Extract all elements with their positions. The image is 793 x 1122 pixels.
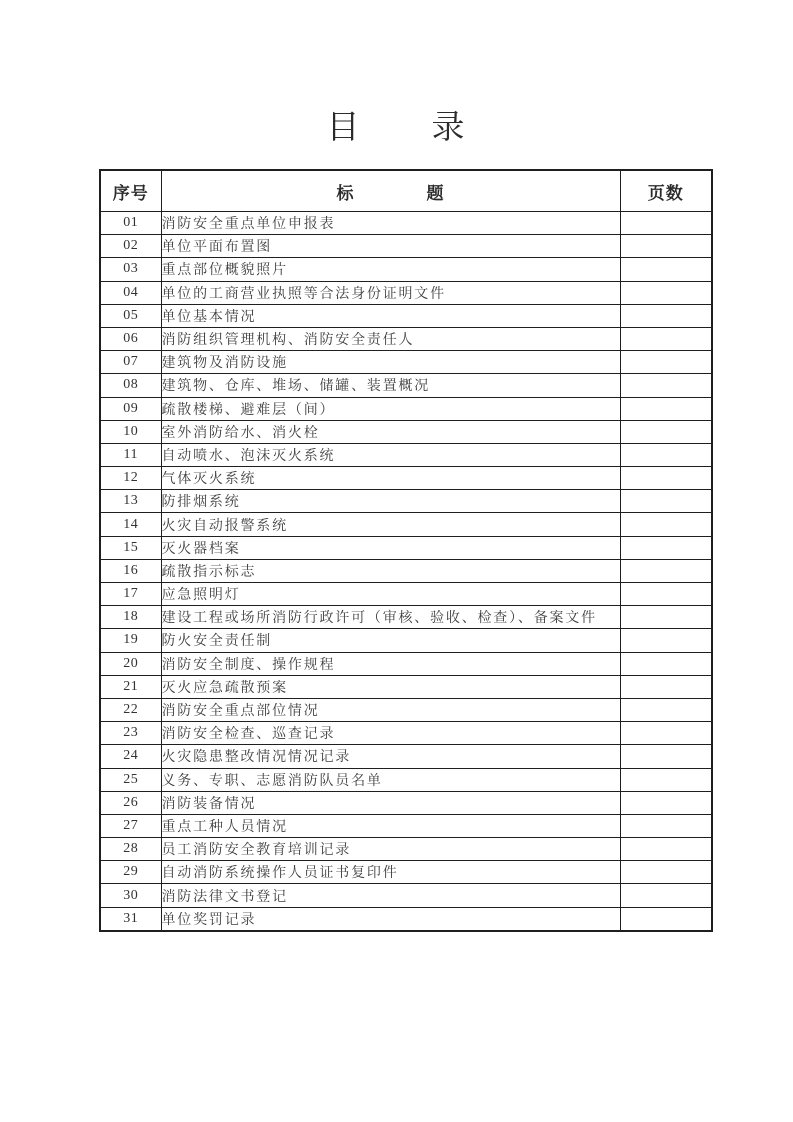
table-row bbox=[100, 652, 712, 675]
row-title: 员工消防安全教育培训记录 bbox=[161, 838, 620, 861]
row-number: 29 bbox=[100, 861, 161, 884]
row-pages bbox=[620, 791, 712, 814]
row-number: 28 bbox=[100, 838, 161, 861]
row-title: 单位平面布置图 bbox=[161, 235, 620, 258]
row-pages bbox=[620, 652, 712, 675]
row-title: 灭火应急疏散预案 bbox=[161, 675, 620, 698]
row-number: 26 bbox=[100, 791, 161, 814]
table-row bbox=[100, 838, 712, 861]
table-row bbox=[100, 559, 712, 582]
row-title: 自动消防系统操作人员证书复印件 bbox=[161, 861, 620, 884]
table-row bbox=[100, 443, 712, 466]
row-title: 单位的工商营业执照等合法身份证明文件 bbox=[161, 281, 620, 304]
row-number: 08 bbox=[100, 374, 161, 397]
row-pages bbox=[620, 397, 712, 420]
row-number: 19 bbox=[100, 629, 161, 652]
row-pages bbox=[620, 235, 712, 258]
table-row bbox=[100, 258, 712, 281]
row-number: 04 bbox=[100, 281, 161, 304]
row-pages bbox=[620, 281, 712, 304]
table-row bbox=[100, 235, 712, 258]
row-pages bbox=[620, 745, 712, 768]
table-row bbox=[100, 420, 712, 443]
row-title: 建设工程或场所消防行政许可（审核、验收、检查）、备案文件 bbox=[161, 606, 620, 629]
toc-table bbox=[99, 169, 713, 932]
table-row bbox=[100, 397, 712, 420]
table-row bbox=[100, 467, 712, 490]
row-number: 01 bbox=[100, 212, 161, 235]
row-title: 消防安全重点单位申报表 bbox=[161, 212, 620, 235]
table-row bbox=[100, 327, 712, 350]
table-row bbox=[100, 583, 712, 606]
row-title: 灭火器档案 bbox=[161, 536, 620, 559]
row-number: 22 bbox=[100, 698, 161, 721]
table-row bbox=[100, 281, 712, 304]
row-title: 消防法律文书登记 bbox=[161, 884, 620, 907]
row-title: 单位基本情况 bbox=[161, 304, 620, 327]
row-title: 室外消防给水、消火栓 bbox=[161, 420, 620, 443]
row-number: 24 bbox=[100, 745, 161, 768]
row-pages bbox=[620, 768, 712, 791]
row-pages bbox=[620, 884, 712, 907]
row-title: 自动喷水、泡沫灭火系统 bbox=[161, 443, 620, 466]
row-pages bbox=[620, 420, 712, 443]
table-row bbox=[100, 722, 712, 745]
row-pages bbox=[620, 698, 712, 721]
row-pages bbox=[620, 212, 712, 235]
row-pages bbox=[620, 559, 712, 582]
row-title: 义务、专职、志愿消防队员名单 bbox=[161, 768, 620, 791]
header-pages: 页数 bbox=[620, 170, 712, 212]
row-title: 疏散楼梯、避难层（间） bbox=[161, 397, 620, 420]
row-pages bbox=[620, 629, 712, 652]
row-pages bbox=[620, 606, 712, 629]
row-number: 17 bbox=[100, 583, 161, 606]
row-pages bbox=[620, 351, 712, 374]
row-title: 消防组织管理机构、消防安全责任人 bbox=[161, 327, 620, 350]
table-row bbox=[100, 212, 712, 235]
table-row bbox=[100, 304, 712, 327]
row-number: 14 bbox=[100, 513, 161, 536]
row-title: 应急照明灯 bbox=[161, 583, 620, 606]
row-pages bbox=[620, 722, 712, 745]
row-number: 18 bbox=[100, 606, 161, 629]
row-number: 16 bbox=[100, 559, 161, 582]
row-number: 05 bbox=[100, 304, 161, 327]
row-number: 11 bbox=[100, 443, 161, 466]
row-pages bbox=[620, 490, 712, 513]
row-title: 火灾隐患整改情况情况记录 bbox=[161, 745, 620, 768]
table-row bbox=[100, 768, 712, 791]
row-number: 03 bbox=[100, 258, 161, 281]
header-no: 序号 bbox=[100, 170, 161, 212]
row-pages bbox=[620, 304, 712, 327]
row-pages bbox=[620, 374, 712, 397]
table-row bbox=[100, 791, 712, 814]
table-row bbox=[100, 698, 712, 721]
row-title: 建筑物、仓库、堆场、储罐、装置概况 bbox=[161, 374, 620, 397]
row-pages bbox=[620, 443, 712, 466]
row-title: 防火安全责任制 bbox=[161, 629, 620, 652]
header-title: 标 题 bbox=[161, 170, 620, 212]
row-number: 02 bbox=[100, 235, 161, 258]
table-row bbox=[100, 490, 712, 513]
table-row bbox=[100, 814, 712, 837]
table-row bbox=[100, 536, 712, 559]
row-number: 09 bbox=[100, 397, 161, 420]
row-title: 建筑物及消防设施 bbox=[161, 351, 620, 374]
row-number: 10 bbox=[100, 420, 161, 443]
row-pages bbox=[620, 467, 712, 490]
table-row bbox=[100, 884, 712, 907]
table-row bbox=[100, 861, 712, 884]
row-number: 06 bbox=[100, 327, 161, 350]
row-title: 消防安全重点部位情况 bbox=[161, 698, 620, 721]
row-number: 07 bbox=[100, 351, 161, 374]
row-pages bbox=[620, 536, 712, 559]
row-pages bbox=[620, 258, 712, 281]
row-number: 31 bbox=[100, 907, 161, 931]
row-title: 消防装备情况 bbox=[161, 791, 620, 814]
row-number: 21 bbox=[100, 675, 161, 698]
row-pages bbox=[620, 513, 712, 536]
row-pages bbox=[620, 583, 712, 606]
toc-body bbox=[100, 212, 712, 931]
row-number: 12 bbox=[100, 467, 161, 490]
row-title: 单位奖罚记录 bbox=[161, 907, 620, 931]
row-pages bbox=[620, 838, 712, 861]
row-number: 30 bbox=[100, 884, 161, 907]
table-row bbox=[100, 351, 712, 374]
row-number: 23 bbox=[100, 722, 161, 745]
row-title: 重点工种人员情况 bbox=[161, 814, 620, 837]
table-row bbox=[100, 745, 712, 768]
table-row bbox=[100, 513, 712, 536]
row-number: 13 bbox=[100, 490, 161, 513]
table-row bbox=[100, 629, 712, 652]
row-pages bbox=[620, 814, 712, 837]
row-number: 15 bbox=[100, 536, 161, 559]
table-row bbox=[100, 606, 712, 629]
page-title: 目 录 bbox=[326, 110, 467, 146]
toc-header bbox=[100, 170, 712, 212]
table-row bbox=[100, 374, 712, 397]
table-row bbox=[100, 907, 712, 931]
header-row bbox=[100, 170, 712, 212]
table-row bbox=[100, 675, 712, 698]
row-title: 消防安全制度、操作规程 bbox=[161, 652, 620, 675]
row-title: 防排烟系统 bbox=[161, 490, 620, 513]
row-title: 消防安全检查、巡查记录 bbox=[161, 722, 620, 745]
row-title: 火灾自动报警系统 bbox=[161, 513, 620, 536]
row-title: 气体灭火系统 bbox=[161, 467, 620, 490]
row-pages bbox=[620, 327, 712, 350]
row-number: 27 bbox=[100, 814, 161, 837]
row-pages bbox=[620, 861, 712, 884]
row-title: 重点部位概貌照片 bbox=[161, 258, 620, 281]
row-pages bbox=[620, 907, 712, 931]
row-title: 疏散指示标志 bbox=[161, 559, 620, 582]
row-pages bbox=[620, 675, 712, 698]
row-number: 25 bbox=[100, 768, 161, 791]
row-number: 20 bbox=[100, 652, 161, 675]
